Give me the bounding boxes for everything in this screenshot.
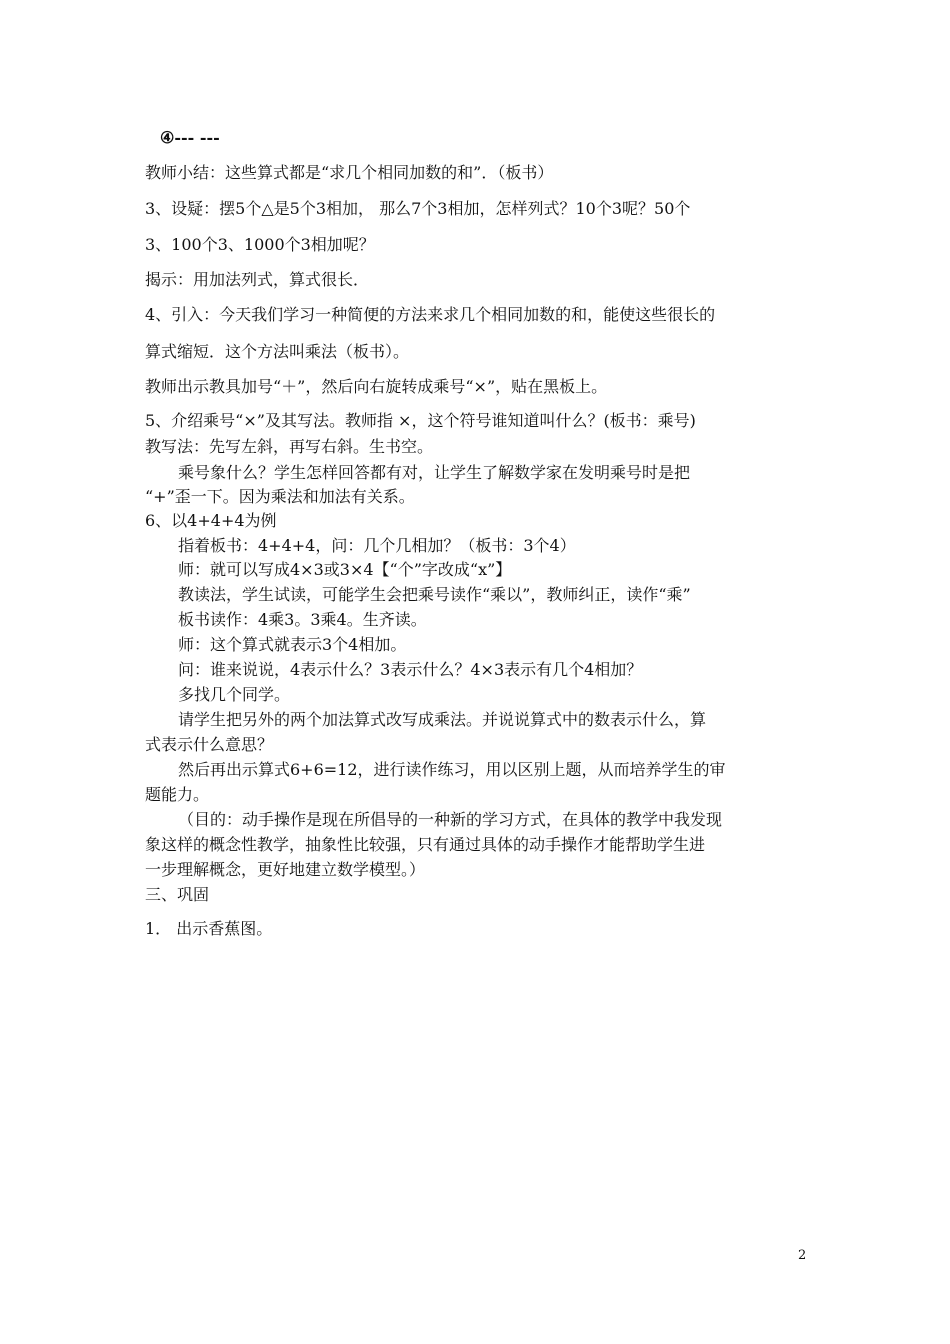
text-line: 式表示什么意思？ [145,735,274,754]
text-line: 3、100个3、1000个3相加呢？ [145,235,375,254]
text-line: 教师小结：这些算式都是“求几个相同加数的和”．（板书） [145,163,554,182]
text-line: 3、设疑：摆5个△是5个3相加， 那么7个3相加，怎样列式？10个3呢？50个 [145,199,691,218]
text-line: 请学生把另外的两个加法算式改写成乘法。并说说算式中的数表示什么，算 [178,710,707,729]
text-line: 1． 出示香蕉图。 [145,919,273,938]
text-line: 问：谁来说说，4表示什么？3表示什么？4×3表示有几个4相加？ [178,660,643,679]
circled-item-4: ④--- --- [160,128,220,147]
text-line: 乘号象什么？学生怎样回答都有对，让学生了解数学家在发明乘号时是把 [178,463,691,482]
text-line: 师：就可以写成4×3或3×4【“个”字改成“x”】 [178,560,512,579]
text-line: 揭示：用加法列式，算式很长． [145,270,370,289]
text-line: “+”歪一下。因为乘法和加法有关系。 [145,487,415,506]
text-line: 师：这个算式就表示3个4相加。 [178,635,407,654]
text-line: 象这样的概念性教学，抽象性比较强，只有通过具体的动手操作才能帮助学生进 [145,835,706,854]
text-line: （目的：动手操作是现在所倡导的一种新的学习方式，在具体的教学中我发现 [178,810,723,829]
text-line: 教师出示教具加号“＋”，然后向右旋转成乘号“×”，贴在黑板上。 [145,377,608,396]
text-line: 6、以4+4+4为例 [145,511,277,530]
text-line: 题能力。 [145,785,210,804]
text-line: 教读法，学生试读，可能学生会把乘号读作“乘以”，教师纠正，读作“乘” [178,585,691,604]
page-number: 2 [798,1248,807,1263]
text-line: 算式缩短．这个方法叫乘法（板书）。 [145,342,410,361]
text-line: 5、介绍乘号“×”及其写法。教师指 ×，这个符号谁知道叫什么？(板书：乘号) [145,411,696,430]
text-line: 一步理解概念，更好地建立数学模型。） [145,860,426,879]
text-line: 然后再出示算式6+6=12，进行读作练习，用以区别上题，从而培养学生的审 [178,760,726,779]
text-line: 指着板书：4+4+4，问：几个几相加？（板书：3个4） [178,536,576,555]
text-line: 教写法：先写左斜，再写右斜。生书空。 [145,437,434,456]
text-line: 4、引入：今天我们学习一种简便的方法来求几个相同加数的和，能使这些很长的 [145,305,716,324]
section-heading: 三、巩固 [145,885,210,904]
text-line: 多找几个同学。 [178,685,291,704]
text-line: 板书读作：4乘3。3乘4。生齐读。 [178,610,427,629]
